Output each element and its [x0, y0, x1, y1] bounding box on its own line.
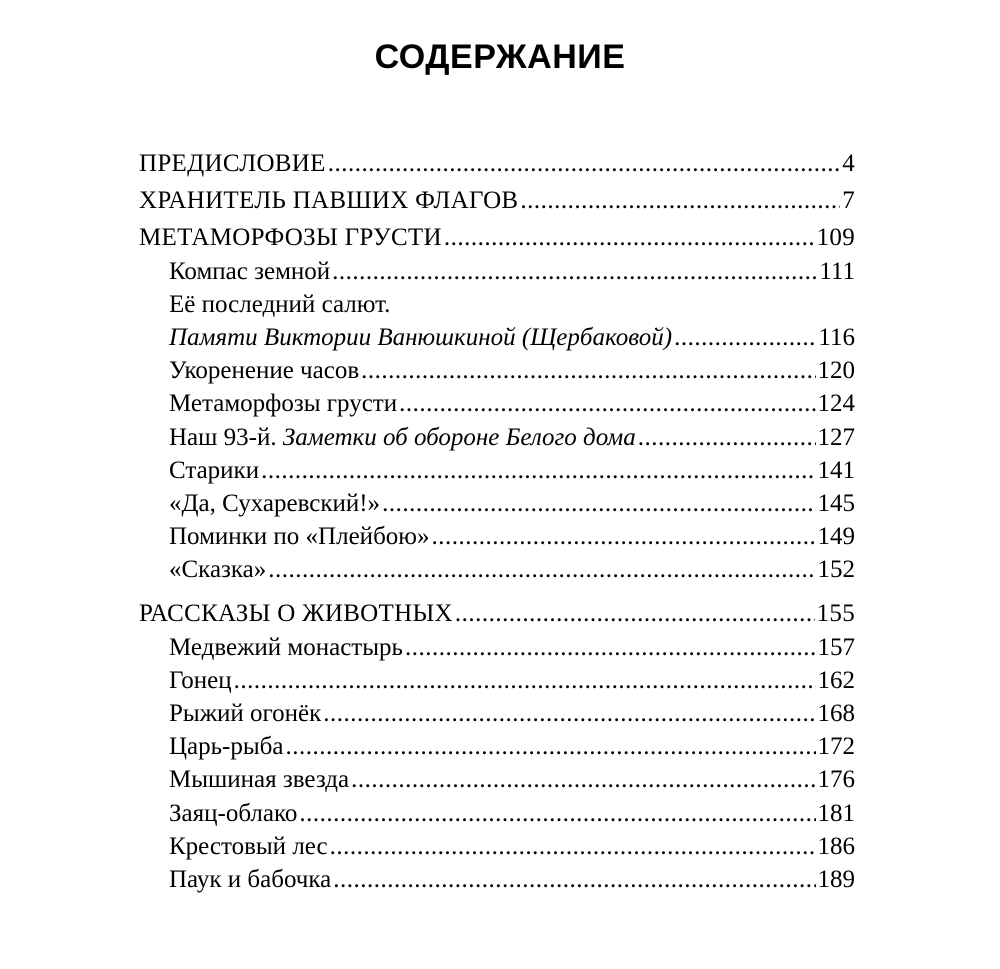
dot-leader	[638, 421, 816, 454]
toc-entry-last-salute-line1	[139, 288, 855, 321]
toc-entry-page: 189	[817, 865, 855, 893]
toc-entry-page: 145	[817, 489, 855, 517]
toc-entry-title: Метаморфозы грусти	[169, 390, 398, 418]
toc-entry-page: 155	[816, 600, 855, 628]
toc-entry-tsar-fish	[139, 730, 855, 763]
toc-entry-mouse-star	[139, 763, 855, 796]
dot-leader	[328, 147, 840, 180]
dot-leader	[330, 830, 816, 863]
toc-entry-compass	[139, 255, 855, 288]
dot-leader	[520, 184, 840, 217]
toc-entry-page: 7	[842, 187, 855, 215]
toc-entry-page: 120	[817, 357, 855, 385]
toc-entry-metamorphoses-story	[139, 387, 855, 420]
dot-leader	[399, 387, 815, 420]
toc-entry-old-men	[139, 454, 855, 487]
dot-leader	[234, 664, 816, 697]
toc-entry-title: Компас земной	[169, 257, 331, 285]
toc-entry-page: 157	[817, 633, 855, 661]
dot-leader	[286, 730, 816, 763]
dot-leader	[323, 697, 815, 730]
dot-leader	[361, 354, 815, 387]
toc-entry-page: 127	[817, 423, 855, 451]
toc-entry-page: 162	[817, 666, 855, 694]
dot-leader	[382, 487, 815, 520]
toc-entry-rooting-of-clock	[139, 354, 855, 387]
table-of-contents	[139, 147, 855, 896]
toc-entry-title: Крестовый лес	[169, 832, 328, 860]
toc-entry-title: Медвежий монастырь	[169, 633, 403, 661]
toc-entry-skazka	[139, 553, 855, 586]
dot-leader	[333, 863, 815, 896]
toc-entry-page: 172	[817, 733, 855, 761]
dot-leader	[431, 520, 815, 553]
toc-entry-page: 141	[817, 456, 855, 484]
toc-entry-preface	[139, 147, 855, 180]
toc-entry-title: Наш 93-й.	[169, 423, 277, 451]
toc-entry-red-light	[139, 697, 855, 730]
toc-entry-title: МЕТАМОРФОЗЫ ГРУСТИ	[139, 224, 442, 252]
toc-entry-title: РАССКАЗЫ О ЖИВОТНЫХ	[139, 600, 453, 628]
toc-entry-metamorphoses-of-sadness	[139, 221, 855, 254]
toc-entry-page: 109	[816, 224, 855, 252]
toc-entry-title: Гонец	[169, 666, 232, 694]
toc-entry-spider-butterfly	[139, 863, 855, 896]
toc-entry-messenger	[139, 664, 855, 697]
toc-entry-cross-forest	[139, 830, 855, 863]
toc-entry-page: 111	[819, 257, 855, 285]
toc-entry-title: Памяти Виктории Ванюшкиной (Щербаковой)	[169, 323, 673, 351]
dot-leader	[351, 763, 815, 796]
toc-entry-page: 181	[817, 799, 855, 827]
toc-entry-page: 124	[817, 390, 855, 418]
toc-entry-last-salute-line2	[139, 321, 855, 354]
toc-entry-title: Паук и бабочка	[169, 865, 332, 893]
toc-entry-sukharevsky	[139, 487, 855, 520]
toc-entry-title: Поминки по «Плейбою»	[169, 523, 430, 551]
toc-entry-title: Мышиная звезда	[169, 766, 350, 794]
dot-leader	[268, 553, 815, 586]
toc-entry-page: 186	[817, 832, 855, 860]
dot-leader	[444, 221, 815, 254]
toc-entry-our-93	[139, 421, 855, 454]
toc-entry-title: Её последний салют.	[169, 290, 391, 318]
toc-entry-page: 149	[817, 523, 855, 551]
toc-entry-playboy	[139, 520, 855, 553]
dot-leader	[261, 454, 815, 487]
toc-entry-title: ХРАНИТЕЛЬ ПАВШИХ ФЛАГОВ	[139, 187, 519, 215]
toc-entry-page: 152	[817, 556, 855, 584]
toc-entry-title: «Да, Сухаревский!»	[169, 489, 381, 517]
toc-entry-title: «Сказка»	[169, 556, 267, 584]
toc-entry-animal-stories	[139, 597, 855, 630]
toc-entry-title: Рыжий огонёк	[169, 700, 322, 727]
dot-leader	[332, 255, 817, 288]
toc-entry-page: 116	[818, 323, 855, 351]
toc-entry-title: Старики	[169, 456, 260, 484]
dot-leader	[674, 321, 816, 354]
toc-entry-page: 176	[817, 766, 855, 794]
toc-entry-title: Заяц-облако	[169, 799, 298, 827]
dot-leader	[405, 631, 816, 664]
toc-entry-title: Укоренение часов	[169, 357, 360, 385]
toc-entry-subtitle: Заметки об обороне Белого дома	[282, 423, 636, 451]
toc-entry-page: 4	[842, 150, 855, 177]
toc-entry-hare-cloud	[139, 797, 855, 830]
page-title: СОДЕРЖАНИЕ	[374, 38, 626, 76]
toc-entry-page: 168	[817, 700, 855, 727]
toc-entry-bear-monastery	[139, 631, 855, 664]
toc-entry-title: Царь-рыба	[169, 733, 284, 761]
toc-entry-keeper-of-fallen-flags	[139, 184, 855, 217]
dot-leader	[455, 597, 815, 630]
dot-leader	[299, 797, 815, 830]
toc-entry-title: ПРЕДИСЛОВИЕ	[139, 150, 326, 177]
